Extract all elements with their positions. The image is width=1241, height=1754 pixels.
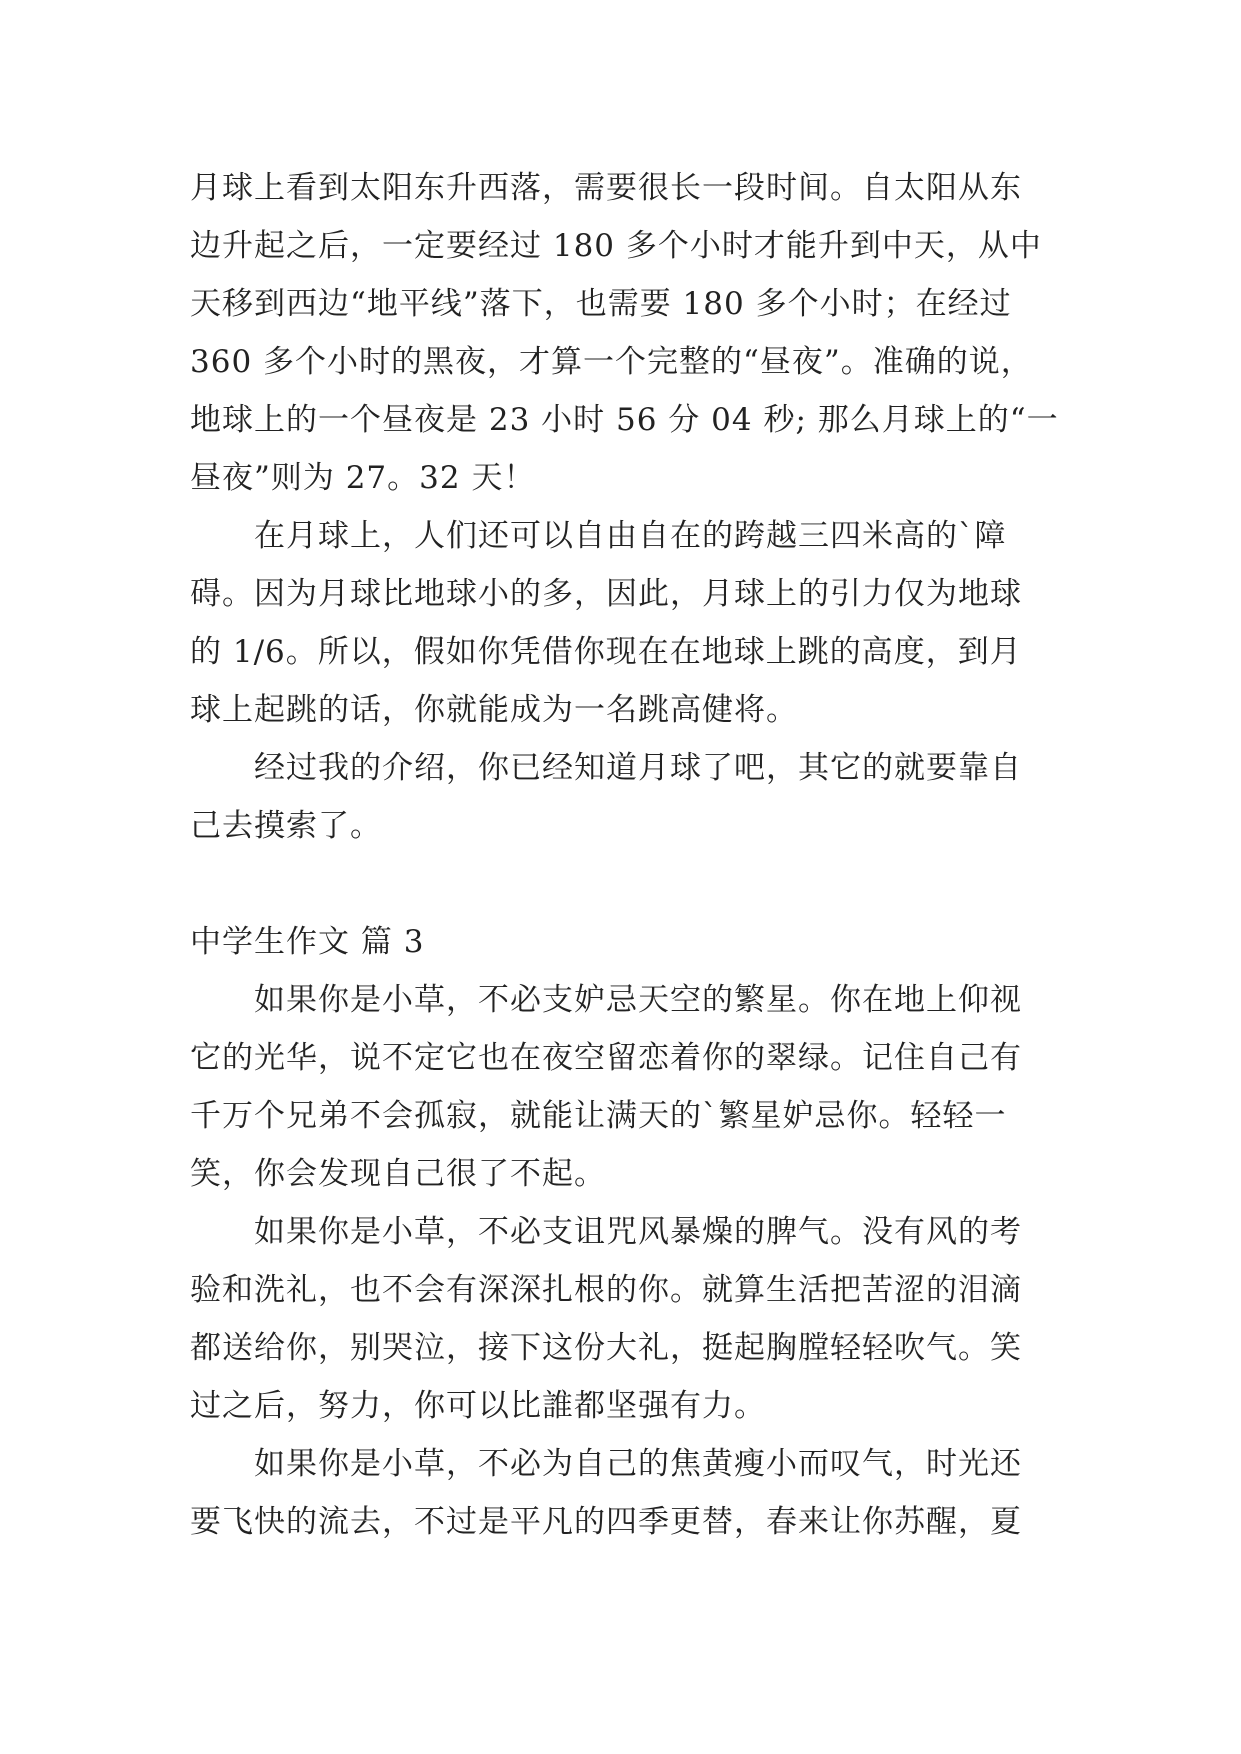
text-line: 要飞快的流去，不过是平凡的四季更替，春来让你苏醒，夏 <box>190 1504 1022 1540</box>
text-line: 360 多个小时的黑夜，才算一个完整的“昼夜”。准确的说， <box>190 344 1033 380</box>
section-heading: 中学生作文 篇 3 <box>190 924 425 960</box>
text-line: 如果你是小草，不必支妒忌天空的繁星。你在地上仰视 <box>254 982 1022 1018</box>
text-line: 碍。因为月球比地球小的多，因此，月球上的引力仅为地球 <box>190 576 1022 612</box>
text-line: 己去摸索了。 <box>190 808 382 844</box>
text-line: 在月球上，人们还可以自由自在的跨越三四米高的`障 <box>254 518 1007 554</box>
text-line: 如果你是小草，不必支诅咒风暴燥的脾气。没有风的考 <box>254 1214 1022 1250</box>
text-line: 天移到西边“地平线”落下，也需要 180 多个小时；在经过 <box>190 286 1012 322</box>
text-line: 都送给你，别哭泣，接下这份大礼，挺起胸膛轻轻吹气。笑 <box>190 1330 1022 1366</box>
text-line: 它的光华，说不定它也在夜空留恋着你的翠绿。记住自己有 <box>190 1040 1022 1076</box>
text-line: 千万个兄弟不会孤寂，就能让满天的`繁星妒忌你。轻轻一 <box>190 1098 1007 1134</box>
text-line: 球上起跳的话，你就能成为一名跳高健将。 <box>190 692 798 728</box>
text-line: 的 1/6。所以，假如你凭借你现在在地球上跳的高度，到月 <box>190 634 1022 670</box>
text-line: 经过我的介绍，你已经知道月球了吧，其它的就要靠自 <box>254 750 1022 786</box>
text-line: 过之后，努力，你可以比誰都坚强有力。 <box>190 1388 766 1424</box>
text-line: 月球上看到太阳东升西落，需要很长一段时间。自太阳从东 <box>190 170 1022 206</box>
text-line: 边升起之后，一定要经过 180 多个小时才能升到中天，从中 <box>190 228 1042 264</box>
text-line: 验和洗礼，也不会有深深扎根的你。就算生活把苦涩的泪滴 <box>190 1272 1022 1308</box>
text-line: 如果你是小草，不必为自己的焦黄瘦小而叹气，时光还 <box>254 1446 1022 1482</box>
text-line: 笑，你会发现自己很了不起。 <box>190 1156 606 1192</box>
text-line: 昼夜”则为 27。32 天！ <box>190 460 536 496</box>
text-line: 地球上的一个昼夜是 23 小时 56 分 04 秒; 那么月球上的“一 <box>190 402 1059 438</box>
